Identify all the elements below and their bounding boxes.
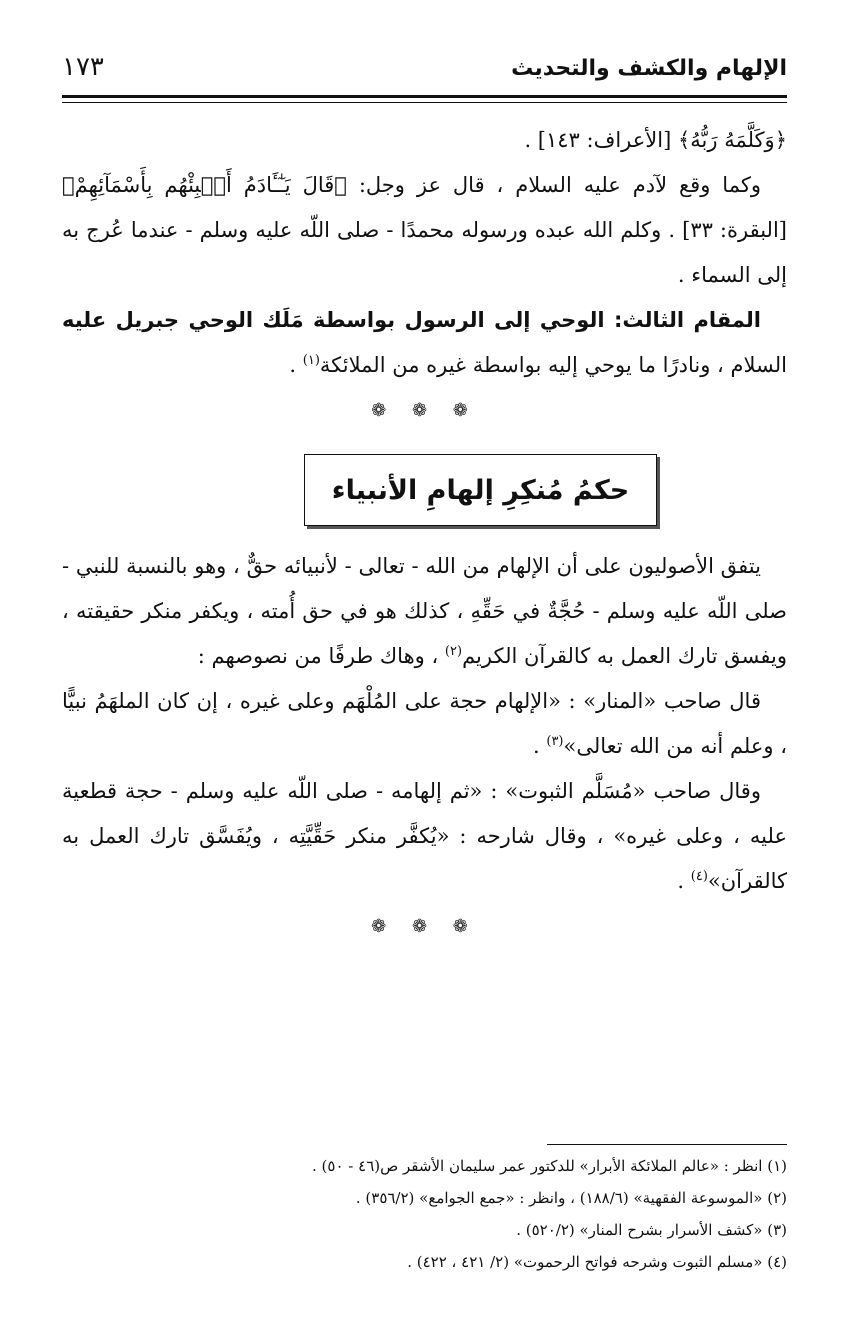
paragraph-6-end: . xyxy=(677,869,691,893)
section-separator-ornament-2: ❁ ❁ ❁ xyxy=(371,916,478,937)
paragraph-3-text: السلام ، ونادرًا ما يوحي إليه بواسطة غيره من الملائكة xyxy=(319,353,787,377)
section-heading-box xyxy=(304,454,657,526)
paragraph-5 xyxy=(62,679,787,769)
paragraph-6 xyxy=(62,769,787,904)
footnote-rule xyxy=(547,1144,787,1145)
footnote-1: (١) انظر : «عالم الملائكة الأبرار» للدكتور عمر سليمان الأشقر ص(٤٦ - ٥٠) . xyxy=(312,1157,787,1175)
running-header xyxy=(62,50,787,94)
footnote-4: (٤) «مسلم الثبوت وشرحه فواتح الرحموت» (٢/ ٤٢١ ، ٤٢٢) . xyxy=(407,1253,787,1271)
paragraph-6-text: وقال صاحب «مُسَلَّم الثبوت» : «ثم إلهامه - صلى اللّه عليه وسلم - حجة قطعية عليه ، وعلى غيره» ، وقال شارحه : «يُكفَّر منكر حَقِّيَّتِه ، ويُفَسَّق تارك العمل به كالقرآن» xyxy=(62,779,787,893)
footnote-ref-3: (٣) xyxy=(546,734,564,749)
paragraph-2: وكما وقع لآدم عليه السلام ، قال عز وجل: ﴿قَالَ يَـٰٓـَٔادَمُ أَنۢبِئْهُم بِأَسْمَآئِهِمْ﴾ [البقرة: ٣٣] . وكلم الله عبده ورسوله محمدًا - صلى اللّه عليه وسلم - عندما عُرج به إلى السماء . xyxy=(62,173,787,287)
paragraph-5-end: . xyxy=(533,734,547,758)
section-separator-ornament: ❁ ❁ ❁ xyxy=(371,400,478,421)
footnote-3: (٣) «كشف الأسرار بشرح المنار» (٥٢٠/٢) . xyxy=(516,1221,787,1239)
paragraph-5-text: قال صاحب «المنار» : «الإلهام حجة على المُلْهَم وعلى غيره ، إن كان الملهَمُ نبيًّا ، وعلم أنه من الله تعالى» xyxy=(62,689,787,758)
paragraph-1: ﴿وَكَلَّمَهُ رَبُّهُ﴾ [الأعراف: ١٤٣] . xyxy=(524,128,787,152)
paragraph-3-bold-heading: المقام الثالث: الوحي إلى الرسول بواسطة مَلَك الوحي جبريل عليه xyxy=(62,308,761,332)
paragraph-3 xyxy=(62,298,787,388)
paragraph-4-end: ، وهاك طرفًا من نصوصهم : xyxy=(197,644,445,668)
paragraph-4 xyxy=(62,544,787,679)
footnote-2: (٢) «الموسوعة الفقهية» (١٨٨/٦) ، وانظر : «جمع الجوامع» (٣٥٦/٢) . xyxy=(355,1189,787,1207)
section-heading: حكمُ مُنكِرِ إلهامِ الأنبياء xyxy=(331,474,630,506)
footnotes xyxy=(62,1150,787,1278)
footnote-ref-2: (٢) xyxy=(444,644,463,659)
header-rule-thick xyxy=(62,95,787,98)
paragraph-3-end: . xyxy=(289,353,303,377)
footnote-ref-4: (٤) xyxy=(690,869,708,884)
running-title: الإلهام والكشف والتحديث xyxy=(511,56,787,81)
header-rule-thin xyxy=(62,102,787,103)
main-text xyxy=(62,118,787,950)
section-heading-frame xyxy=(62,434,787,544)
paragraph-4-text: يتفق الأصوليون على أن الإلهام من الله - تعالى - لأنبيائه حقٌّ ، وهو بالنسبة للنبي - صلى اللّه عليه وسلم - حُجَّةٌ في حَقِّهِ ، كذلك هو في حق أُمته ، ويكفر منكر حقيقته ، ويفسق تارك العمل به كالقرآن الكريم xyxy=(62,554,787,668)
footnote-ref-1: (١) xyxy=(302,353,320,368)
page-number: ١٧٣ xyxy=(62,52,104,82)
